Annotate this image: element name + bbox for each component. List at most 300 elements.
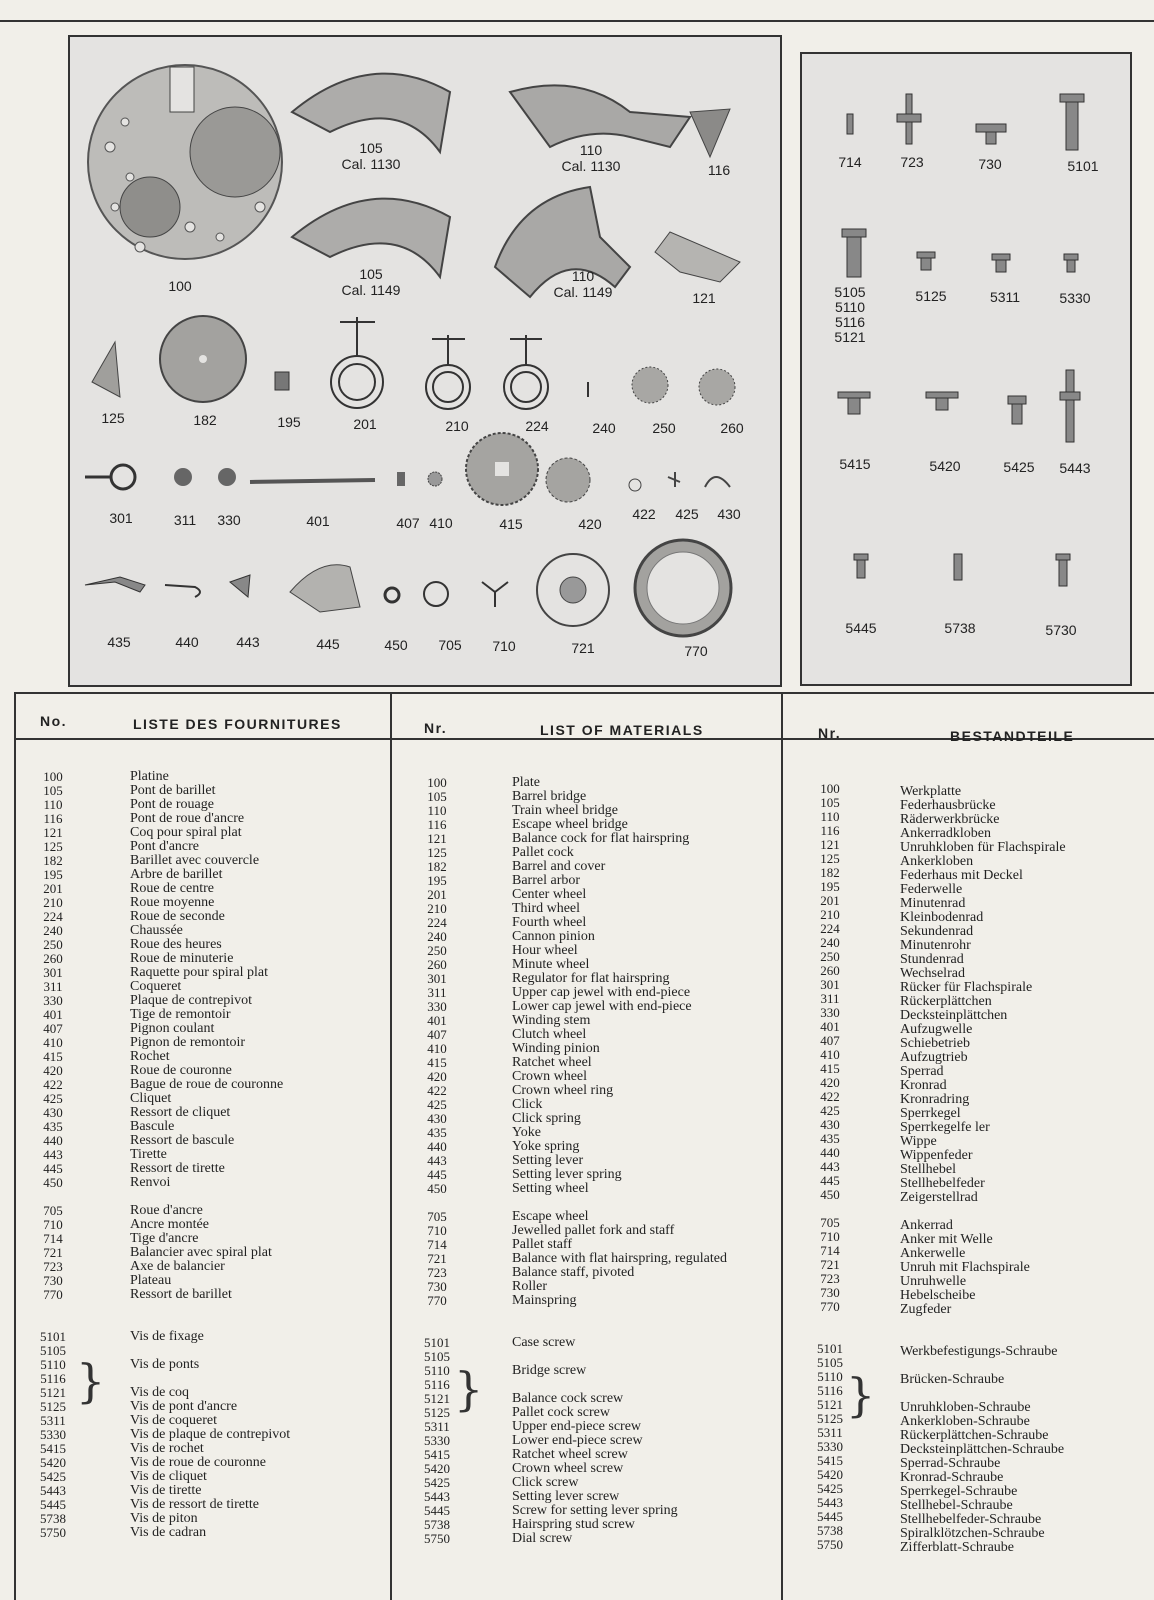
screws-drawing — [802, 54, 1130, 684]
part-number: 195 — [820, 879, 840, 894]
part-number: 5420 — [817, 1467, 843, 1482]
part-name: Raquette pour spiral plat — [130, 965, 269, 980]
part-name: Roue de seconde — [130, 909, 225, 924]
part-number: 730 — [43, 1273, 63, 1288]
part-name: Ressort de bascule — [130, 1133, 235, 1148]
part-name: Pignon coulant — [130, 1021, 215, 1036]
part-number: 182 — [43, 853, 63, 868]
part-number: 110 — [820, 809, 840, 824]
part-label-435: 435 — [107, 634, 131, 650]
part-name: Rückerplättchen — [900, 994, 992, 1009]
part-name: Arbre de barillet — [130, 867, 223, 882]
part-name: Escape wheel bridge — [512, 817, 628, 832]
part-number: 440 — [43, 1133, 63, 1148]
part-number: 5101 — [424, 1335, 450, 1350]
part-number: 5330 — [817, 1439, 843, 1454]
part-number: 201 — [43, 881, 63, 896]
part-label-5443: 5443 — [1059, 460, 1091, 476]
part-number: 5101 — [817, 1341, 843, 1356]
part-name: Ancre montée — [130, 1217, 209, 1232]
part-number: 450 — [427, 1181, 447, 1196]
part-name: Minutenrad — [900, 896, 966, 911]
part-name: Werkbefestigungs-Schraube — [900, 1344, 1058, 1359]
part-name: Plateau — [130, 1273, 172, 1288]
part-name: Vis de piton — [130, 1511, 198, 1526]
part-label-425: 425 — [675, 506, 699, 522]
part-label-415: 415 — [499, 516, 523, 532]
part-number: 5116 — [424, 1377, 450, 1392]
part-number: 425 — [43, 1091, 63, 1106]
part-number: 5425 — [40, 1469, 66, 1484]
part-name: Balance cock for flat hairspring — [512, 831, 690, 846]
part-name: Regulator for flat hairspring — [512, 971, 670, 986]
brace-fr: } — [76, 1354, 106, 1408]
part-name: Unruhkloben-Schraube — [900, 1400, 1031, 1415]
part-name: Wippe — [900, 1134, 937, 1149]
part-label-116: 116 — [707, 162, 731, 178]
part-number: 5116 — [40, 1371, 66, 1386]
part-number: 240 — [427, 929, 447, 944]
part-name: Sperrkegel-Schraube — [900, 1484, 1018, 1499]
part-number: 714 — [43, 1231, 63, 1246]
part-number: 705 — [43, 1203, 63, 1218]
part-label-260: 260 — [720, 420, 744, 436]
part-name: Yoke — [512, 1125, 541, 1140]
part-label-440: 440 — [175, 634, 199, 650]
part-label-443: 443 — [236, 634, 260, 650]
en-text-column — [512, 776, 727, 1546]
part-number: 710 — [820, 1229, 840, 1244]
part-label-721: 721 — [571, 640, 595, 656]
part-name: Dial screw — [512, 1531, 573, 1546]
part-number: 410 — [820, 1047, 840, 1062]
part-name: Ratchet wheel — [512, 1055, 592, 1070]
part-name: Click screw — [512, 1475, 579, 1490]
part-label-240: 240 — [592, 420, 616, 436]
part-number: 710 — [43, 1217, 63, 1232]
part-name: Balancier avec spiral plat — [130, 1245, 272, 1260]
part-number: 5116 — [817, 1383, 843, 1398]
part-name: Roue des heures — [130, 937, 222, 952]
part-label-730: 730 — [978, 156, 1002, 172]
part-label-710: 710 — [492, 638, 516, 654]
part-number: 210 — [427, 901, 447, 916]
part-name: Clutch wheel — [512, 1027, 587, 1042]
part-name: Zugfeder — [900, 1302, 952, 1317]
part-name: Barrel arbor — [512, 873, 581, 888]
part-number: 450 — [43, 1175, 63, 1190]
part-number: 435 — [43, 1119, 63, 1134]
part-number: 407 — [820, 1033, 840, 1048]
part-number: 5445 — [817, 1509, 843, 1524]
part-label-420: 420 — [578, 516, 602, 532]
part-number: 730 — [820, 1285, 840, 1300]
brace-en: } — [454, 1362, 484, 1416]
part-name: Cliquet — [130, 1091, 172, 1106]
parts-illustration-screws — [800, 52, 1132, 686]
part-number: 116 — [820, 823, 840, 838]
part-number: 260 — [820, 963, 840, 978]
part-number: 5420 — [40, 1455, 66, 1470]
part-number: 182 — [427, 859, 447, 874]
part-name: Hairspring stud screw — [512, 1517, 635, 1532]
part-name: Stellhebelfeder — [900, 1176, 985, 1191]
part-number: 121 — [43, 825, 63, 840]
de-number-column — [805, 782, 855, 1552]
part-number: 410 — [427, 1041, 447, 1056]
part-number: 5415 — [424, 1447, 450, 1462]
part-number: 5110 — [424, 1363, 450, 1378]
part-number: 435 — [820, 1131, 840, 1146]
part-name: Click — [512, 1097, 543, 1112]
part-name: Train wheel bridge — [512, 803, 619, 818]
part-name: Crown wheel — [512, 1069, 588, 1084]
part-number: 5101 — [40, 1329, 66, 1344]
part-number: 105 — [43, 783, 63, 798]
part-number: 721 — [820, 1257, 840, 1272]
part-number: 330 — [820, 1005, 840, 1020]
part-number: 430 — [43, 1105, 63, 1120]
table-divider-2 — [781, 692, 783, 1600]
part-number: 420 — [43, 1063, 63, 1078]
header-no-en: Nr. — [424, 720, 448, 736]
part-number: 714 — [820, 1243, 840, 1258]
fr-number-column — [28, 770, 78, 1540]
part-number: 440 — [820, 1145, 840, 1160]
part-number: 5311 — [424, 1419, 450, 1434]
part-number: 5738 — [817, 1523, 843, 1538]
part-number: 443 — [820, 1159, 840, 1174]
part-number: 415 — [820, 1061, 840, 1076]
part-name: Vis de pont d'ancre — [130, 1399, 238, 1414]
part-number: 770 — [43, 1287, 63, 1302]
part-name: Roue moyenne — [130, 895, 215, 910]
part-name: Barillet avec couvercle — [130, 853, 260, 868]
part-name: Brücken-Schraube — [900, 1372, 1005, 1387]
part-name: Wechselrad — [900, 966, 965, 981]
part-number: 770 — [427, 1293, 447, 1308]
part-name: Ressort de barillet — [130, 1287, 232, 1302]
part-name: Coq pour spiral plat — [130, 825, 242, 840]
part-name: Bascule — [130, 1119, 175, 1134]
part-label-5415: 5415 — [839, 456, 871, 472]
part-name: Vis de plaque de contrepivot — [130, 1427, 291, 1442]
part-name: Rückerplättchen-Schraube — [900, 1428, 1049, 1443]
part-number: 5738 — [40, 1511, 66, 1526]
part-label-121: 121 — [692, 290, 716, 306]
part-number: 260 — [427, 957, 447, 972]
part-name: Pont d'ancre — [130, 839, 200, 854]
part-name: Roue d'ancre — [130, 1203, 203, 1218]
brace-de: } — [846, 1368, 876, 1422]
part-number: 5121 — [817, 1397, 843, 1412]
part-name: Stundenrad — [900, 952, 964, 967]
part-name: Setting lever screw — [512, 1489, 620, 1504]
part-name: Ankerwelle — [900, 1246, 966, 1261]
part-label-770: 770 — [684, 643, 708, 659]
part-number: 723 — [820, 1271, 840, 1286]
part-number: 5445 — [40, 1497, 66, 1512]
part-number: 116 — [427, 817, 447, 832]
part-number: 5738 — [424, 1517, 450, 1532]
part-name: Third wheel — [512, 901, 581, 916]
part-name: Roue de minuterie — [130, 951, 234, 966]
part-number: 5443 — [817, 1495, 843, 1510]
part-number: 443 — [427, 1153, 447, 1168]
part-number: 5330 — [424, 1433, 450, 1448]
part-name: Roue de centre — [130, 881, 214, 896]
part-number: 5121 — [424, 1391, 450, 1406]
part-name: Unruh mit Flachspirale — [900, 1260, 1030, 1275]
part-name: Sperrad — [900, 1064, 944, 1079]
part-number: 5443 — [40, 1483, 66, 1498]
part-name: Platine — [130, 769, 169, 784]
part-label-5445: 5445 — [845, 620, 877, 636]
part-name: Roue de couronne — [130, 1063, 232, 1078]
part-name: Ressort de cliquet — [130, 1105, 231, 1120]
part-label-110-1130: 110 Cal. 1130 — [561, 142, 621, 174]
part-label-301: 301 — [109, 510, 133, 526]
part-number: 121 — [427, 831, 447, 846]
part-name: Zifferblatt-Schraube — [900, 1540, 1015, 1555]
part-number: 5105 — [40, 1343, 66, 1358]
part-name: Vis de ressort de tirette — [130, 1497, 260, 1512]
part-number: 100 — [427, 775, 447, 790]
part-number: 224 — [43, 909, 63, 924]
part-name: Crown wheel screw — [512, 1461, 624, 1476]
part-label-125: 125 — [101, 410, 125, 426]
part-name: Vis de coq — [130, 1385, 190, 1400]
part-name: Screw for setting lever spring — [512, 1503, 678, 1518]
part-number: 5110 — [817, 1369, 843, 1384]
part-name: Federhausbrücke — [900, 798, 996, 813]
part-number: 5105 — [817, 1355, 843, 1370]
part-label-105-1149: 105 Cal. 1149 — [341, 266, 401, 298]
part-label-110-1149: 110 Cal. 1149 — [553, 268, 613, 300]
part-name: Winding pinion — [512, 1041, 600, 1056]
part-name: Chaussée — [130, 923, 183, 938]
part-number: 105 — [820, 795, 840, 810]
part-number: 125 — [820, 851, 840, 866]
en-number-column — [412, 776, 462, 1546]
part-name: Federwelle — [900, 882, 963, 897]
part-label-330: 330 — [217, 512, 241, 528]
part-number: 224 — [427, 915, 447, 930]
part-label-445: 445 — [316, 636, 340, 652]
part-number: 401 — [820, 1019, 840, 1034]
part-name: Yoke spring — [512, 1139, 580, 1154]
part-number: 5415 — [817, 1453, 843, 1468]
part-name: Bague de roue de couronne — [130, 1077, 284, 1092]
part-name: Kronrad — [900, 1078, 947, 1093]
part-name: Renvoi — [130, 1175, 171, 1190]
part-name: Mainspring — [512, 1293, 577, 1308]
part-number: 125 — [427, 845, 447, 860]
part-name: Coqueret — [130, 979, 182, 994]
part-number: 5425 — [424, 1475, 450, 1490]
part-number: 410 — [43, 1035, 63, 1050]
part-number: 201 — [820, 893, 840, 908]
part-name: Setting lever — [512, 1153, 584, 1168]
part-name: Case screw — [512, 1335, 576, 1350]
part-number: 415 — [427, 1055, 447, 1070]
part-label-714: 714 — [838, 154, 862, 170]
part-name: Plaque de contrepivot — [130, 993, 253, 1008]
part-name: Balance with flat hairspring, regulated — [512, 1251, 727, 1266]
part-number: 125 — [43, 839, 63, 854]
part-number: 301 — [820, 977, 840, 992]
header-title-de: BESTANDTEILE — [950, 728, 1075, 744]
part-name: Räderwerkbrücke — [900, 812, 1000, 827]
part-name: Wippenfeder — [900, 1148, 973, 1163]
part-number: 5330 — [40, 1427, 66, 1442]
part-name: Vis de coqueret — [130, 1413, 218, 1428]
de-text-column — [900, 785, 1066, 1555]
part-name: Decksteinplättchen-Schraube — [900, 1442, 1065, 1457]
part-number: 430 — [427, 1111, 447, 1126]
part-label-5425: 5425 — [1003, 459, 1035, 475]
part-number: 445 — [820, 1173, 840, 1188]
part-name: Barrel bridge — [512, 789, 587, 804]
header-title-en: LIST OF MATERIALS — [540, 722, 704, 738]
part-number: 401 — [43, 1007, 63, 1022]
part-number: 770 — [820, 1299, 840, 1314]
part-number: 240 — [43, 923, 63, 938]
part-number: 5750 — [424, 1531, 450, 1546]
part-name: Crown wheel ring — [512, 1083, 614, 1098]
part-label-311: 311 — [173, 512, 197, 528]
part-name: Barrel and cover — [512, 859, 606, 874]
part-name: Sperrkegel — [900, 1106, 961, 1121]
part-name: Minute wheel — [512, 957, 590, 972]
part-name: Axe de balancier — [130, 1259, 225, 1274]
part-name: Lower cap jewel with end-piece — [512, 999, 692, 1014]
part-name: Pallet cock — [512, 845, 574, 860]
part-number: 110 — [427, 803, 447, 818]
part-name: Minutenrohr — [900, 938, 971, 953]
part-number: 401 — [427, 1013, 447, 1028]
part-number: 301 — [427, 971, 447, 986]
part-label-401: 401 — [306, 513, 330, 529]
part-name: Pont de roue d'ancre — [130, 811, 245, 826]
part-number: 422 — [427, 1083, 447, 1098]
part-name: Kronradring — [900, 1092, 970, 1107]
part-name: Setting lever spring — [512, 1167, 622, 1182]
part-name: Aufzugwelle — [900, 1022, 973, 1037]
part-number: 330 — [427, 999, 447, 1014]
part-name: Click spring — [512, 1111, 581, 1126]
part-label-5738: 5738 — [944, 620, 976, 636]
part-label-195: 195 — [277, 414, 301, 430]
part-name: Stellhebelfeder-Schraube — [900, 1512, 1042, 1527]
part-number: 5750 — [817, 1537, 843, 1552]
part-name: Aufzugtrieb — [900, 1050, 968, 1065]
table-top-rule — [14, 692, 1154, 694]
part-number: 420 — [820, 1075, 840, 1090]
part-label-210: 210 — [445, 418, 469, 434]
part-label-422: 422 — [632, 506, 656, 522]
header-no-de: Nr. — [818, 725, 842, 741]
part-name: Center wheel — [512, 887, 587, 902]
part-label-5420: 5420 — [929, 458, 961, 474]
part-name: Anker mit Welle — [900, 1232, 993, 1247]
part-number: 422 — [820, 1089, 840, 1104]
parts-drawing — [70, 37, 780, 685]
part-name: Tirette — [130, 1147, 167, 1162]
part-number: 407 — [427, 1027, 447, 1042]
part-name: Sperrad-Schraube — [900, 1456, 1001, 1471]
part-number: 5121 — [40, 1385, 66, 1400]
part-name: Vis de fixage — [130, 1329, 204, 1344]
part-name: Rochet — [130, 1049, 170, 1064]
part-name: Tige de remontoir — [130, 1007, 231, 1022]
part-number: 121 — [820, 837, 840, 852]
table-left-rule — [14, 692, 16, 1600]
part-number: 116 — [43, 811, 63, 826]
part-name: Rücker für Flachspirale — [900, 980, 1033, 995]
part-name: Kronrad-Schraube — [900, 1470, 1004, 1485]
part-name: Fourth wheel — [512, 915, 587, 930]
header-no-fr: No. — [40, 713, 68, 729]
part-name: Vis de rochet — [130, 1441, 204, 1456]
part-name: Roller — [512, 1279, 547, 1294]
header-title-fr: LISTE DES FOURNITURES — [133, 716, 342, 732]
part-label-5730: 5730 — [1045, 622, 1077, 638]
parts-illustration-main — [68, 35, 782, 687]
part-name: Setting wheel — [512, 1181, 589, 1196]
part-number: 182 — [820, 865, 840, 880]
part-name: Pignon de remontoir — [130, 1035, 246, 1050]
part-number: 195 — [427, 873, 447, 888]
part-label-430: 430 — [717, 506, 741, 522]
part-number: 5125 — [817, 1411, 843, 1426]
part-number: 422 — [43, 1077, 63, 1092]
part-name: Ankerkloben — [900, 854, 974, 869]
part-name: Vis de tirette — [130, 1483, 202, 1498]
part-number: 100 — [820, 781, 840, 796]
part-number: 425 — [820, 1103, 840, 1118]
part-name: Vis de cadran — [130, 1525, 207, 1540]
part-number: 224 — [820, 921, 840, 936]
part-number: 723 — [427, 1265, 447, 1280]
part-number: 250 — [43, 937, 63, 952]
part-name: Winding stem — [512, 1013, 591, 1028]
part-name: Plate — [512, 775, 540, 790]
top-rule — [0, 20, 1154, 22]
part-label-182: 182 — [193, 412, 217, 428]
part-number: 195 — [43, 867, 63, 882]
part-name: Vis de cliquet — [130, 1469, 207, 1484]
part-name: Hebelscheibe — [900, 1288, 976, 1303]
part-number: 723 — [43, 1259, 63, 1274]
part-number: 301 — [43, 965, 63, 980]
part-label-250: 250 — [652, 420, 676, 436]
part-number: 721 — [43, 1245, 63, 1260]
part-number: 407 — [43, 1021, 63, 1036]
part-label-407: 407 — [396, 515, 420, 531]
part-name: Ankerkloben-Schraube — [900, 1414, 1030, 1429]
part-name: Decksteinplättchen — [900, 1008, 1008, 1023]
part-name: Jewelled pallet fork and staff — [512, 1223, 675, 1238]
part-number: 250 — [427, 943, 447, 958]
part-name: Lower end-piece screw — [512, 1433, 643, 1448]
part-name: Hour wheel — [512, 943, 578, 958]
part-number: 5443 — [424, 1489, 450, 1504]
part-label-705: 705 — [438, 637, 462, 653]
part-number: 100 — [43, 769, 63, 784]
part-name: Upper cap jewel with end-piece — [512, 985, 691, 1000]
part-name: Ankerradkloben — [900, 826, 991, 841]
